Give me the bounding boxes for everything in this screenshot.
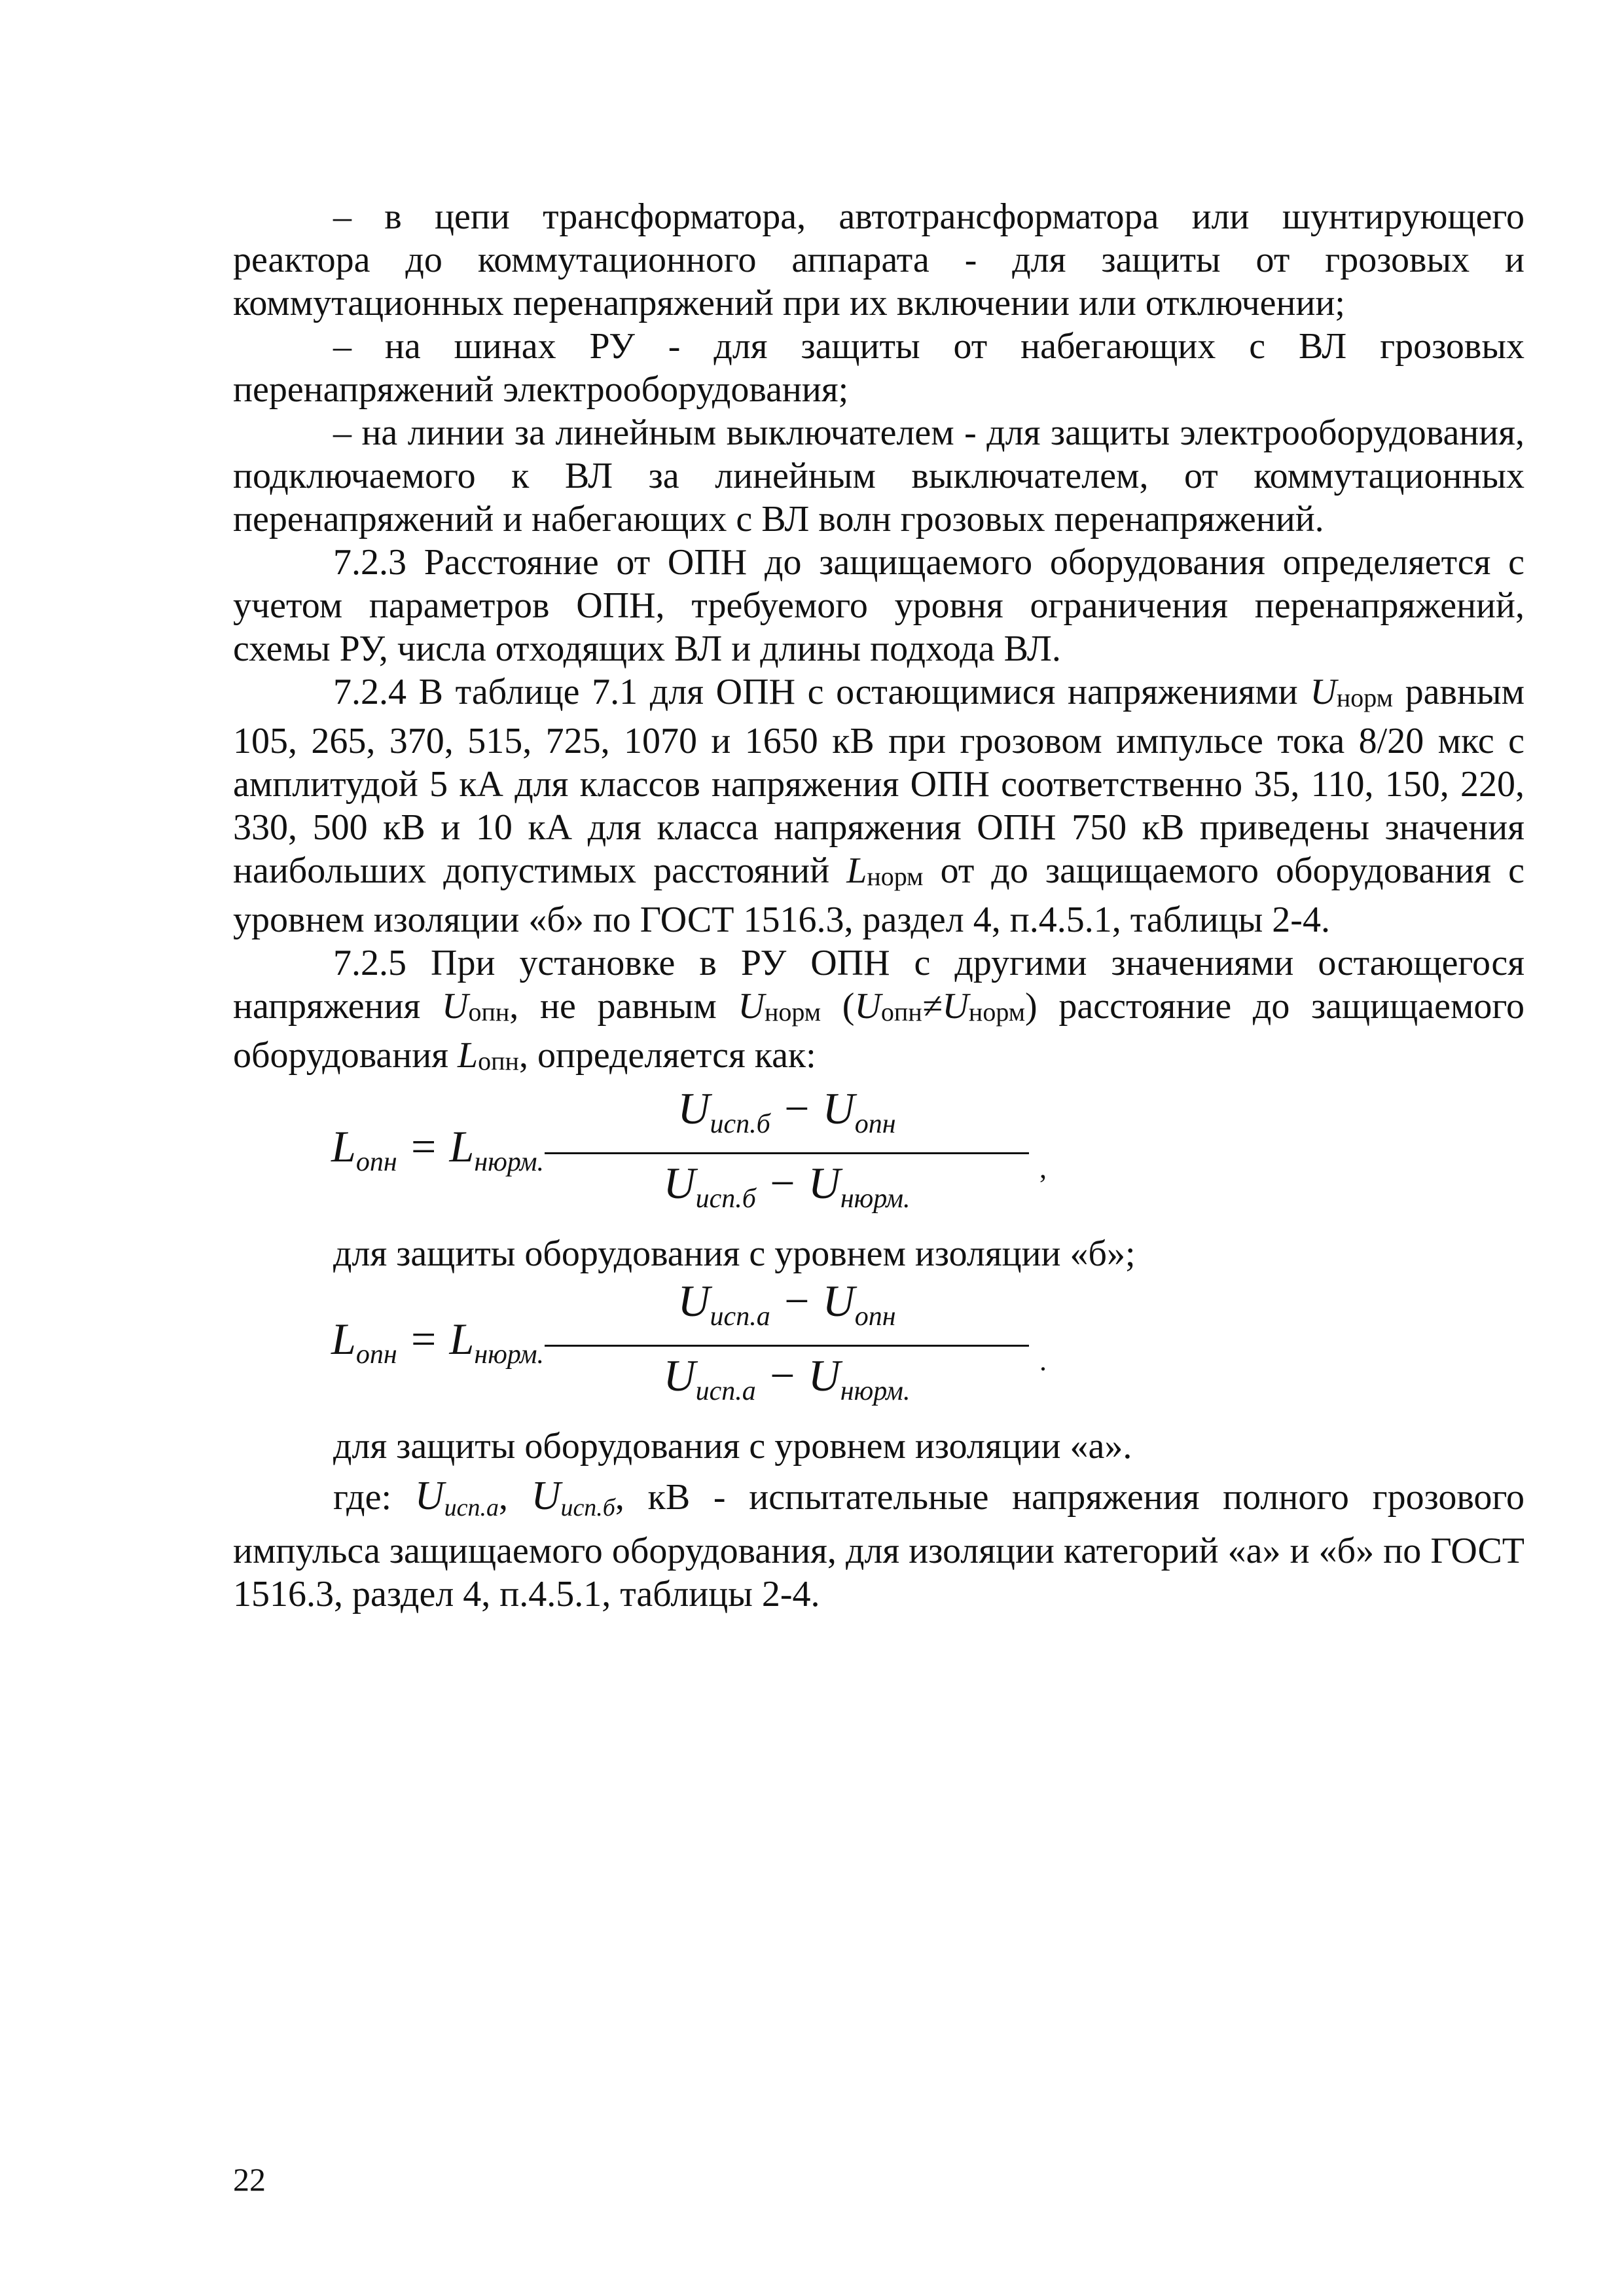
u-norm-symbol: Uнорм: [1310, 672, 1394, 712]
p7-text-c: , кВ - испытательные напряжения полного грозового импульса защищаемого оборудования, для изоляции категорий «а» и «б» по ГОСТ 1516.3, раздел 4, п.4.5.1, таблицы 2-4.: [233, 1477, 1525, 1614]
paragraph-7-2-4: [233, 670, 1525, 941]
formula-a-caption: для защиты оборудования с уровнем изоляции «а».: [333, 1426, 1132, 1467]
formula-b-caption: для защиты оборудования с уровнем изоляции «б»;: [333, 1233, 1136, 1274]
page-number: 22: [233, 2161, 266, 2198]
u-opn-symbol: Uопн: [442, 986, 510, 1027]
fraction-bar: [545, 1345, 1029, 1347]
fraction-denominator: $U_{исп.б} - U_{нюрм.}$: [663, 1158, 911, 1214]
p5-text-c: от до защищаемого оборудования с уровнем изоляции «б» по ГОСТ 1516.3, раздел 4, п.4.5.1, таблицы 2-4.: [233, 850, 1525, 940]
list-item-busbars: – на шинах РУ - для защиты от набегающих с ВЛ грозовых перенапряжений электрооборудования;: [233, 326, 1525, 410]
formula-category-b: [233, 1084, 1525, 1228]
formula-lhs: $L_{опн} = L_{нюрм.}$: [331, 1314, 545, 1370]
list-item-line: – на линии за линейным выключателем - для защиты электрооборудования, подключаемого к ВЛ за линейным выключателем, от коммутационных перенапряжений и набегающих с ВЛ волн грозовых перенапряжений.: [233, 412, 1525, 539]
l-opn-symbol: Lопн: [457, 1035, 519, 1076]
list-item-transformer: – в цепи трансформатора, автотрансформатора или шунтирующего реактора до коммутационного аппарата - для защиты от грозовых и коммутационных перенапряжений при их включении или отключении;: [233, 196, 1525, 323]
paragraph-where: [233, 1474, 1525, 1616]
paragraph-7-2-3: 7.2.3 Расстояние от ОПН до защищаемого оборудования определяется с учетом параметров ОПН, требуемого уровня ограничения перенапряжений, схемы РУ, числа отходящих ВЛ и длины подхода ВЛ.: [233, 542, 1525, 669]
body-text: [233, 195, 1525, 1616]
p6-text-d: ) расстояние до защищаемого оборудования: [233, 986, 1525, 1076]
paragraph-7-2-5: [233, 941, 1525, 1083]
fraction-numerator: $U_{исп.а} - U_{опн}$: [677, 1276, 896, 1332]
u-test-b-symbol: Uисп.б: [531, 1474, 615, 1522]
formula-tail: ,: [1039, 1152, 1047, 1184]
fraction-bar: [545, 1152, 1029, 1154]
u-test-a-symbol: Uисп.а: [414, 1474, 499, 1522]
p7-text-a: где:: [333, 1477, 415, 1518]
p6-text-a: 7.2.5 При установке в РУ ОПН с другими значениями остающегося напряжения: [233, 943, 1525, 1027]
p7-text-b: ,: [498, 1477, 532, 1518]
formula-fraction: [545, 1277, 1029, 1414]
p5-text-a: 7.2.4 В таблице 7.1 для ОПН с остающимися напряжениями: [333, 672, 1310, 712]
fraction-denominator: $U_{исп.а} - U_{нюрм.}$: [663, 1351, 911, 1406]
u-norm-symbol-2: Uнорм: [738, 986, 821, 1027]
formula-fraction: [545, 1084, 1029, 1222]
formula-lhs: $L_{опн} = L_{нюрм.}$: [331, 1121, 545, 1177]
p6-text-b: , не равным: [509, 986, 738, 1027]
p6-text-e: , определяется как:: [518, 1035, 816, 1076]
fraction-numerator: $U_{исп.б} - U_{опн}$: [677, 1084, 896, 1139]
p5-text-b: равным 105, 265, 370, 515, 725, 1070 и 1650 кВ при грозовом импульсе тока 8/20 мкс с амплитудой 5 кА для классов напряжения ОПН соответственно 35, 110, 150, 220, 330, 500 кВ и 10 кА для класса напряжения ОПН 750 кВ приведены значения наибольших допустимых расстояний: [233, 672, 1525, 891]
formula-tail: .: [1039, 1345, 1047, 1377]
l-norm-symbol: Lнорм: [846, 850, 924, 891]
formula-category-a: [233, 1277, 1525, 1421]
u-opn-neq-u-norm: Uопн≠Uнорм: [854, 986, 1026, 1027]
p6-text-c: (: [821, 986, 855, 1027]
